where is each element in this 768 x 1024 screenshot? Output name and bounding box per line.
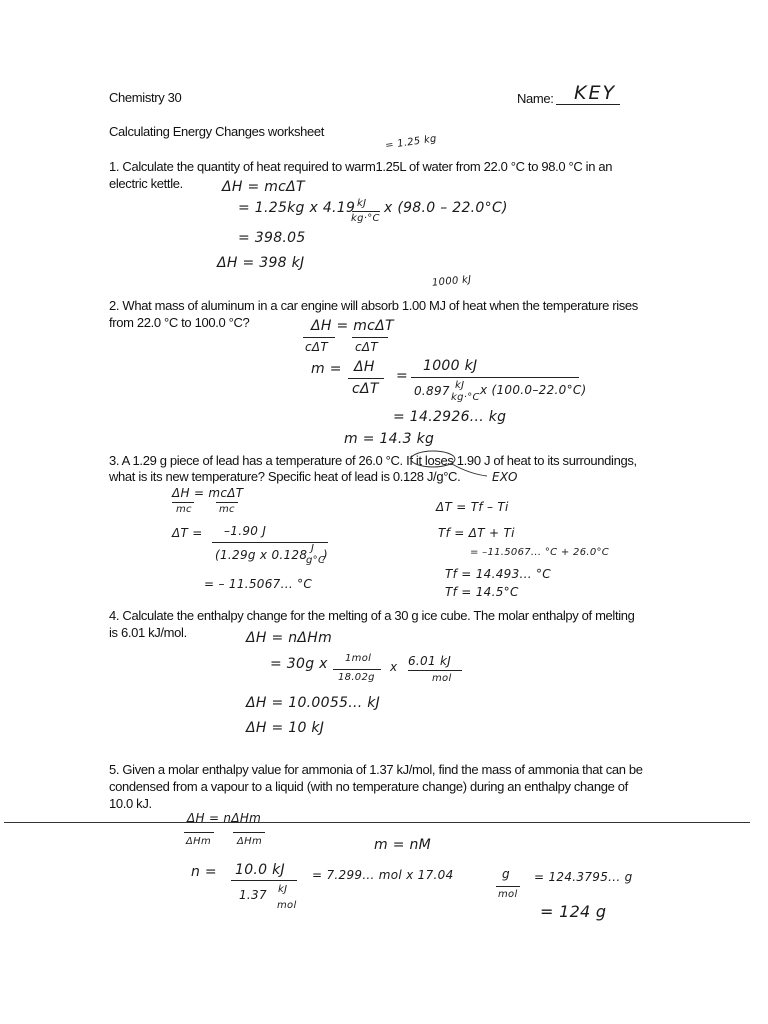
q4-work-h-num: 6.01 kJ [408,654,452,668]
q5-work-molar-mass-den: mol [498,889,518,900]
q1-work-formula: ΔH = mcΔT [222,179,305,195]
q1-work-temps: x (98.0 – 22.0°C) [384,200,508,216]
q5-prompt-line1: 5. Given a molar enthalpy value for ammonia of 1.37 kJ/mol, find the mass of ammonia that can be [109,762,643,777]
q3-cancel-right: mc [219,504,235,515]
q2-cancel-bar-1 [303,337,335,338]
q5-work-denominator: 1.37 [239,888,267,902]
name-underline [556,104,620,105]
q2-cancel-bar-2 [352,337,388,338]
q4-work-h-den: mol [432,673,452,684]
q3-work-numerator: –1.90 J [224,524,267,538]
q2-fraction-bar-2 [411,377,579,378]
q2-work-m-eq: m = [311,361,342,377]
q5-answer: = 124 g [540,902,607,921]
q3-answer: Tf = 14.5°C [445,585,519,599]
q2-work-result: = 14.2926... kg [393,409,507,425]
q3-work-dt-def: ΔT = Tf – Ti [436,500,509,514]
q5-cancel-bar-2 [233,832,265,833]
q2-work-equals: = [396,368,409,384]
q5-work-den-unit-num: kJ [278,884,288,895]
q2-work-cdt: cΔT [352,381,379,397]
q2-work-dh: ΔH [354,359,375,375]
q1-prompt-line1: 1. Calculate the quantity of heat required to warm1.25L of water from 22.0 °C to 98.0 °C in an [109,159,613,174]
q5-fraction-bar-1 [231,880,297,881]
q5-work-formula: ΔH = nΔHm [187,811,262,825]
q3-work-unit-num: J [311,543,315,554]
worksheet-title: Calculating Energy Changes worksheet [109,124,325,139]
q3-cancel-bar-1 [172,502,194,503]
q4-work-formula: ΔH = nΔHm [246,630,333,646]
q2-work-temps: x (100.0–22.0°C) [480,383,587,397]
q2-prompt-line1: 2. What mass of aluminum in a car engine will absorb 1.00 MJ of heat when the temperature rises [109,298,638,313]
q2-cancel-left: cΔT [305,340,329,354]
q3-prompt-line1: 3. A 1.29 g piece of lead has a temperature of 26.0 °C. If it loses 1.90 J of heat to its surroundings, [109,453,637,468]
q3-work-tf-sub: = –11.5067... °C + 26.0°C [470,547,610,558]
q5-work-result: = 124.3795... g [534,870,633,884]
q5-work-n-eq: n = [191,864,217,880]
q4-prompt-line1: 4. Calculate the enthalpy change for the melting of a 30 g ice cube. The molar enthalpy of melting [109,608,635,623]
q1-answer: ΔH = 398 kJ [217,255,305,271]
q5-work-den-unit-den: mol [277,900,297,911]
q4-work-result: ΔH = 10.0055... kJ [246,695,381,711]
q2-cancel-right: cΔT [355,340,379,354]
q2-work-numerator: 1000 kJ [423,358,478,374]
q5-cancel-bar-1 [184,832,214,833]
q5-work-mass-formula: m = nM [374,837,432,853]
q4-answer: ΔH = 10 kJ [246,720,325,736]
q4-prompt-line2: is 6.01 kJ/mol. [109,625,187,640]
course-title: Chemistry 30 [109,90,182,105]
q2-work-formula: ΔH = mcΔT [311,318,394,334]
q4-work-mol-num: 1mol [345,653,372,664]
q2-answer: m = 14.3 kg [344,431,435,447]
q3-work-delta-t: = – 11.5067... °C [204,577,313,591]
q4-work-mol-den: 18.02g [338,672,375,683]
q3-exo-note: EXO [492,470,518,484]
q1-work-substitution: = 1.25kg x 4.19 [238,200,356,216]
q5-work-molar-mass-num: g [502,867,510,881]
name-label: Name: [517,91,554,106]
q3-cancel-left: mc [176,504,192,515]
q4-work-sub: = 30g x [270,656,328,672]
q5-work-numerator: 10.0 kJ [235,862,285,878]
q1-work-result: = 398.05 [238,230,306,246]
q4-fraction-bar-2 [408,670,462,671]
q3-work-unit-den: g°C [306,555,326,566]
q4-fraction-bar-1 [333,669,381,670]
q2-work-c-unit-den: kg·°C [451,392,480,403]
q2-work-c-value: 0.897 [414,384,450,398]
q5-cancel-left: ΔHm [186,836,212,847]
q3-work-dt-eq: ΔT = [172,526,203,540]
q3-work-paren-close: ) [323,548,328,562]
q1-work-unit-num: kJ [357,198,367,209]
q5-prompt-line2: condensed from a vapour to a liquid (with no temperature change) during an enthalpy change of [109,779,628,794]
q2-prompt-line2: from 22.0 °C to 100.0 °C? [109,315,250,330]
q1-mass-note: = 1.25 kg [384,133,438,152]
q3-work-denominator: (1.29g x 0.128 [215,548,308,562]
q5-cancel-right: ΔHm [237,836,263,847]
q5-fraction-bar-2 [496,886,520,887]
q4-work-times: x [390,660,398,674]
q2-energy-note: 1000 kJ [431,274,472,289]
q2-fraction-bar-1 [348,378,384,379]
q5-work-moles: = 7.299... mol x 17.04 [312,868,454,882]
name-value: KEY [574,82,617,104]
q3-prompt-line2: what is its new temperature? Specific heat of lead is 0.128 J/g°C. [109,469,461,484]
q3-work-formula: ΔH = mcΔT [172,486,244,500]
q1-work-unit-den: kg·°C [351,213,380,224]
q2-work-c-unit-num: kJ [455,380,465,391]
q1-prompt-line2: electric kettle. [109,176,183,191]
page-crease-line [4,822,750,823]
q3-work-tf-formula: Tf = ΔT + Ti [438,526,515,540]
q5-prompt-line3: 10.0 kJ. [109,796,152,811]
q3-work-tf-result: Tf = 14.493... °C [445,567,551,581]
q1-unit-fraction-bar [352,211,380,212]
q3-cancel-bar-2 [216,502,238,503]
